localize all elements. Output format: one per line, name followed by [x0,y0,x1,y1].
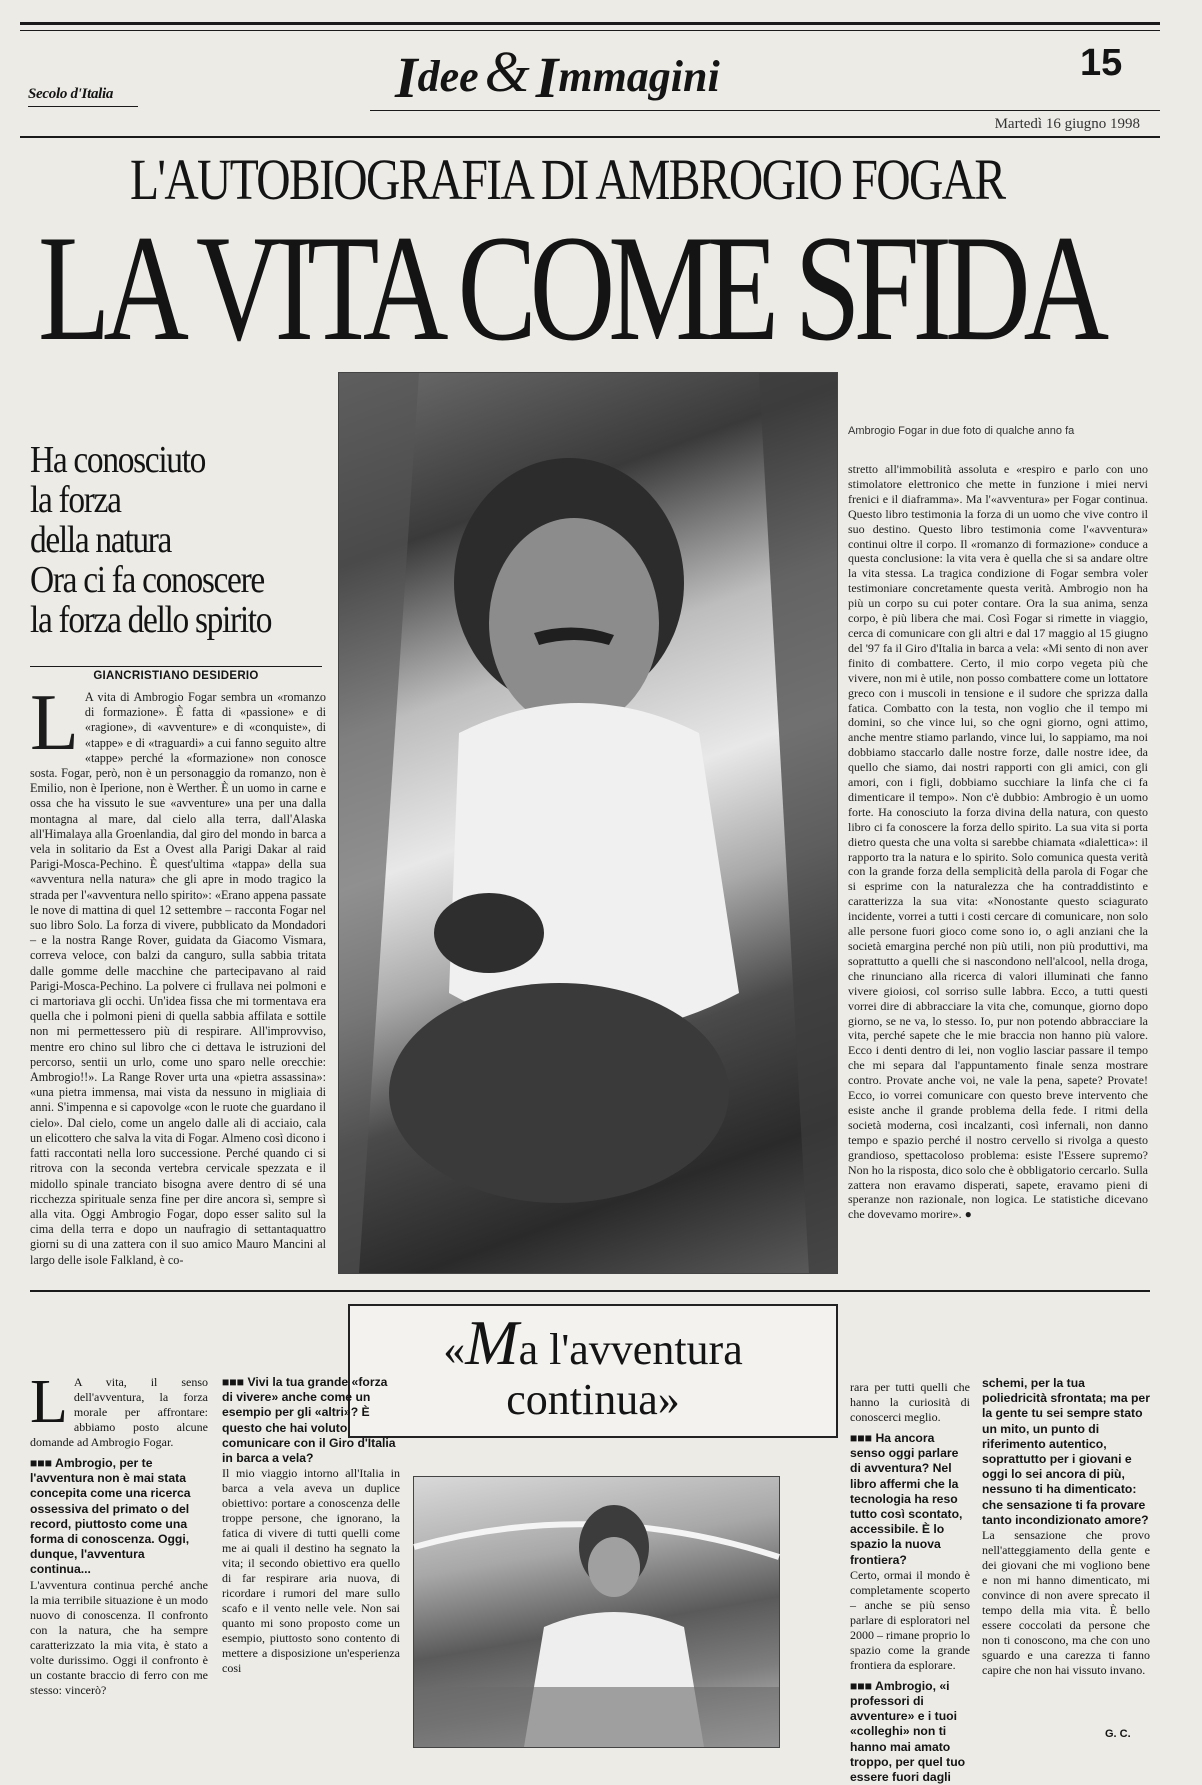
photo-caption: Ambrogio Fogar in due foto di qualche anno fa [848,425,1075,437]
interview-intro [30,1368,208,1450]
interview-col-3 [850,1380,970,1785]
section-rubric [395,38,775,108]
question-4: ■■■ Ambrogio, «i professori di avventure» e i tuoi «colleghi» non ti hanno mai amato troppo, per quel tuo essere fuori dagli [850,1678,966,1785]
question-3: ■■■ Ha ancora senso oggi parlare di avventura? Nel libro affermi che la tecnologia ha reso tutto così scontato, accessibile. È lo spazio la nuova frontiera? [850,1431,963,1567]
article-body-right [848,462,1148,1277]
byline-rule [30,666,322,667]
rubric-word-1: dee [417,52,479,101]
answer-1: L'avventura continua perché anche la mia terribile situazione è un modo nuovo di conoscenza. Il confronto con la natura, che ha sempre caratterizzato la mia vita, è stato a volte durissimo. Oggi il confronto è un costante braccio di ferro con me stesso: vincerò? [30,1577,208,1697]
answer-4: La sensazione che provo nell'atteggiamento della gente e dei giovani che mi vogliono bene e non mi hanno dimenticato, mi convince di non avere sprecato il tempo della mia vita. È bello essere coccolati da persone che non ti conoscono, ma che con uno sguardo e una carezza ti fanno capire che non hai vissuto invano. [982,1528,1150,1678]
drop-cap: L [30,679,79,767]
interview-col-4 [982,1376,1150,1724]
interview-intro-text: A vita, il senso dell'avventura, la forza morale per affrontare: abbiamo posto alcune domande ad Ambrogio Fogar. [30,1375,208,1449]
body-text-right: stretto all'immobilità assoluta e «respiro e parlo con uno stimolatore elettronico che mette in funzione i miei nervi frenici e il diaframma». Ma l'«avventura» per Fogar continua. Questo libro testimonia la forza di un uomo che vive contro il suo destino. Questo libro testimonia come l'«avventura» continui oltre il corpo. Il «romanzo di formazione» conduce a questa conclusione: la vita vera è quella che si sa andare oltre la vita stessa. La tragica condizione di Fogar sembra voler testimoniare concretamente questa verità. Ambrogio non ha più un corpo su cui poter contare. Ora la sua anima, senza corpo, è più libera che mai. Così Fogar si rimette in viaggio, cerca di comunicare con gli altri e dal 17 maggio al 15 giugno del '97 fa il Giro d'Italia in barca a vela: «Mi sento di non aver finito di combattere. Certo, il mio corpo vegeta più che vivere, non mi è utile, non posso combattere come un lottatore greco con i muscoli in tensione e il sudore che sprizza dalla fatica. Combatto con la testa, non voglio che il tempo mi domini, so che vince lui, so che ogni giorno, ogni attimo, anche mentre stiamo parlando, vince lui, lo sappiamo, ma noi dobbiamo staccarlo dalle nostre forze, dalle nostre idee, da quello che siamo, dai nostri rapporti con gli amici, con gli amori, con i figli, dobbiamo succhiare la linfa che ci fa dimenticare il tempo». Non c'è dubbio: Ambrogio è un uomo forte. Ha conosciuto la forza divina della natura, con questo libro ci fa conoscere la forza dello spirito. La sua vita si porta dietro questa che una volta si sarebbe chiamata «dialettica»: il rapporto tra la natura e lo spirito. Solo comunica questa verità con la grande forza della semplicità della parola di Fogar che si esprime con la naturalezza che ha contraddistinto e caratterizza la sua vita: «Nonostante questo sciagurato incidente, vorrei a tutti i costi cercare di comunicare, non solo alle persone fuori gioco come sono io, o agli anziani che la società emargina perché non più utili, non più produttivi, ma soprattutto a quelli che si nascondono nell'alcool, nella droga, che rinunciano alla ricerca di valori illuminati che fanno vivere gioiosi, col sorriso sulle labbra. Ecco, a tutti questi vorrei dire di abbracciare la vita che, comunque, giorno dopo giorno, se ne va, lo stesso. Io, pur non potendo abbracciare la vita, perché sapete che le mie braccia non hanno più valore. Ecco i denti dentro di lei, non voglio lasciar passare il tempo che mi separa dal l'appuntamento finale senza mostrare contro. Provate anche voi, ne vale la pena, sapete? Provate! Ecco, io vorrei comunicare con questo breve intervento che esiste anche il grande problema della fede. I ritmi della società moderna, così incalzanti, così infernali, non danno tempo e spazio perché il nostro cervello si rivolga a questo grandioso, spettacoloso problema: esiste l'Essere supremo? Non ho la risposta, dico solo che è obbligatorio cercarlo. Sulla zattera non eravamo disperati, sapete, eravamo pieni di speranze non razionale, non logica. Le statistiche dicevano che dovevamo morire». ● [848,462,1148,1222]
answer-2-continued: rara per tutti quelli che hanno la curiosità di conoscerci meglio. [850,1380,970,1424]
subhead-line: Ha conosciuto [30,439,206,481]
rubric-initial-1: I [395,45,418,110]
question-2: ■■■ Vivi la tua grande «forza di vivere» anche come un esempio per gli «altri»? È questo che hai voluto comunicare con il Giro d'Italia in barca a vela? [222,1375,396,1466]
dateline: Martedì 16 giugno 1998 [994,116,1140,132]
page-number: 15 [1080,42,1123,84]
portrait-illustration [339,373,837,1273]
interview-drop-cap: L [30,1368,68,1436]
boat-illustration [414,1477,779,1747]
answer-3: Certo, ormai il mondo è completamente scoperto – anche se più senso parlare di esploratori nel 2000 – rimane proprio lo spazio come la grande frontiera da esplorare. [850,1567,970,1672]
pull-quote-line2: continua» [506,1375,680,1424]
headline: LA VITA COME SFIDA [38,204,1103,372]
subhead-line: la forza [30,479,121,521]
pull-quote [348,1304,838,1438]
subhead-line: Ora ci fa conoscere [30,559,264,601]
rubric-word-2: mmagini [558,52,720,101]
rubric-ampersand: & [484,39,530,104]
pull-quote-cap: M [465,1307,519,1378]
interview-col-2 [222,1375,400,1745]
interview-col-1 [30,1368,208,1745]
subhead-line: della natura [30,519,172,561]
kicker: L'AUTOBIOGRAFIA DI AMBROGIO FOGAR [130,147,1005,212]
pull-quote-line1: a l'avventura [518,1325,743,1374]
top-rule [20,22,1160,25]
section-divider [30,1290,1150,1292]
rubric-initial-2: I [535,45,559,110]
question-1: ■■■ Ambrogio, per te l'avventura non è mai stata concepita come una ricerca ossessiva del primato o del record, piuttosto come una forma di conoscenza. Oggi, dunque, l'avventura continua... [30,1456,191,1577]
main-photo [338,372,838,1274]
byline: GIANCRISTIANO DESIDERIO [93,670,259,682]
answer-2: Il mio viaggio intorno all'Italia in barca a vela aveva un duplice obiettivo: portare a conoscenza delle troppe persone, che ignorano, la fatica di vivere di tutti quelli come me ai quali il destino ha segnato la vita; il secondo obiettivo era quello di far respirare aria nuova, di ricordare i rumori del mare sullo scafo e il vento nelle vele. Non sai quanto mi sono proposto come un esempio, piuttosto sono contento di mettere a disposizione un'esperienza cosi [222,1466,400,1676]
subhead-line: la forza dello spirito [30,599,272,641]
article-body-left [30,679,326,1270]
signature: G. C. [1105,1728,1131,1740]
subhead [30,440,330,640]
header-rule [20,136,1160,138]
paper-brand: Secolo d'Italia [28,86,114,102]
top-rule-thin [20,30,1160,31]
brand-rule [28,106,138,107]
secondary-photo [413,1476,780,1748]
date-rule [370,110,1160,111]
body-text-left: A vita di Ambrogio Fogar sembra un «romanzo di formazione». È fatta di «passione» e di «ragione», di «avventure» e di «conquiste», di «tappe» e di «traguardi» a cui fanno seguito altre «tappe» perché la «formazione» non conosce sosta. Fogar, però, non è un personaggio da romanzo, non è Emilio, non è Iperione, non è Werther. È un uomo in carne e ossa che ha vissuto le sue «avventure» una per una dalla montagna al mare, dal cielo alla terra, dall'Alaska all'Himalaya alla Groenlandia, dal giro del mondo in barca a vela in solitario da Est a Ovest alla Parigi Dakar al raid Parigi-Mosca-Pechino. È quest'ultima «tappa» della sua «avventura nella natura» che gli apre in modo tragico la strada per l'«avventura nello spirito»: «Erano appena passate le nove di mattina di quel 12 settembre – racconta Fogar nel suo libro Solo. La forza di vivere, pubblicato da Mondadori – e la nostra Range Rover, guidata da Giacomo Vismara, correva veloce, con balzi da canguro, sulla sabbia tritata dalle gomme delle macchine che partecipavano al raid Parigi-Mosca-Pechino. La polvere ci frullava nei polmoni e ci martoriava gli occhi. Un'idea fissa che mi tormentava era quella che i polmoni pieni di quella sabbia affilata e sottile non mi permettessero più di respirare. All'improvviso, mentre ero chino sul libro che ci dettava le istruzioni del percorso, sentii un urlo, come uno sparo nelle orecchie: Ambrogio!!». La Range Rover urta una «pietra assassina»: «una pietra immensa, mai vista da nessuno in migliaia di anni. S'impenna e si capovolge «con le ruote che guardano il cielo». Dal cielo, come un angelo dalle ali di acciaio, cala un elicottero che salva la vita di Fogar. Almeno così dicono i fatti raccontati nella loro successione. Perché quando ci si ritrova con la seconda vertebra cervicale spezzata e il midollo spinale tranciato bisogna avere dentro di sé una ricchezza spirituale senza fine per dire ancora sì, sempre sì alla vita. Oggi Ambrogio Fogar, dopo esser salito sul la cima della terra e dopo un naufragio di settantaquattro giorni su di una zattera con il suo amico Mauro Mancini al largo delle isole Falkland, è co- [30,690,326,1267]
question-4-continued: schemi, per la tua poliedricità sfrontata; ma per la gente tu sei sempre stato un mito, un punto di riferimento autentico, soprattutto per i giovani e oggi lo sei ancora di più, nessuno ti ha dimenticato: che sensazione ti fa provare tanto incondizionato amore? [982,1376,1150,1527]
pull-quote-open: « [443,1325,466,1374]
